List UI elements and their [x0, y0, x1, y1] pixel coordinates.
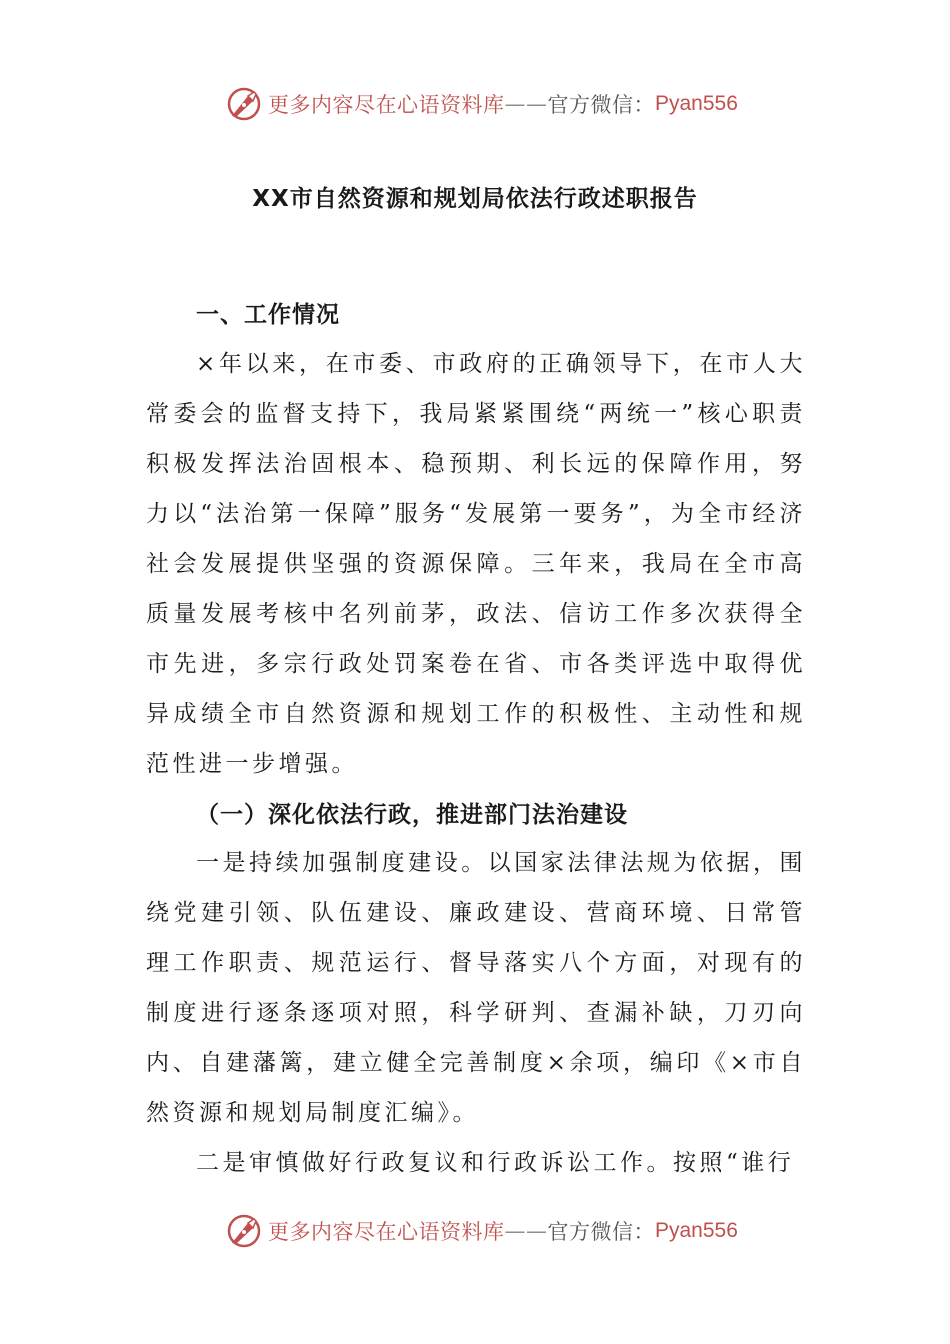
watermark-text: 更多内容尽在心语资料库	[268, 1220, 505, 1244]
pen-nib-logo-icon	[226, 1213, 262, 1249]
watermark-wechat-label: 官方微信：	[547, 1220, 655, 1244]
body-paragraph: 一是持续加强制度建设。以国家法律法规为依据，围绕党建引领、队伍建设、廉政建设、营商环境、日常管理工作职责、规范运行、督导落实八个方面，对现有的制度进行逐条逐项对照，科学研判、查漏补缺，刀刃向内、自建藩篱，建立健全完善制度×余项，编印《×市自然资源和规划局制度汇编》。	[146, 850, 806, 1126]
watermark-wechat-id: Pyan556	[655, 1219, 738, 1242]
subsection-heading: （一）深化依法行政，推进部门法治建设	[196, 802, 628, 828]
watermark-wechat-label: 官方微信：	[547, 93, 655, 117]
watermark-header	[0, 84, 950, 124]
watermark-footer	[0, 1211, 950, 1251]
body-paragraph: 二是审慎做好行政复议和行政诉讼工作。按照“谁行	[196, 1150, 795, 1176]
watermark-wechat-id: Pyan556	[655, 92, 738, 115]
body-paragraph: ×年以来，在市委、市政府的正确领导下，在市人大常委会的监督支持下，我局紧紧围绕“两统一”核心职责积极发挥法治固根本、稳预期、利长远的保障作用，努力以“法治第一保障”服务“发展第一要务”，为全市经济社会发展提供坚强的资源保障。三年来，我局在全市高质量发展考核中名列前茅，政法、信访工作多次获得全市先进，多宗行政处罚案卷在省、市各类评选中取得优异成绩全市自然资源和规划工作的积极性、主动性和规范性进一步增强。	[146, 351, 806, 777]
pen-nib-logo-icon	[226, 86, 262, 122]
watermark-separator: ——	[504, 1219, 548, 1243]
section-heading: 一、工作情况	[196, 302, 340, 328]
watermark-separator: ——	[504, 92, 548, 116]
watermark-text: 更多内容尽在心语资料库	[268, 93, 505, 117]
document-title: XX市自然资源和规划局依法行政述职报告	[252, 186, 698, 212]
